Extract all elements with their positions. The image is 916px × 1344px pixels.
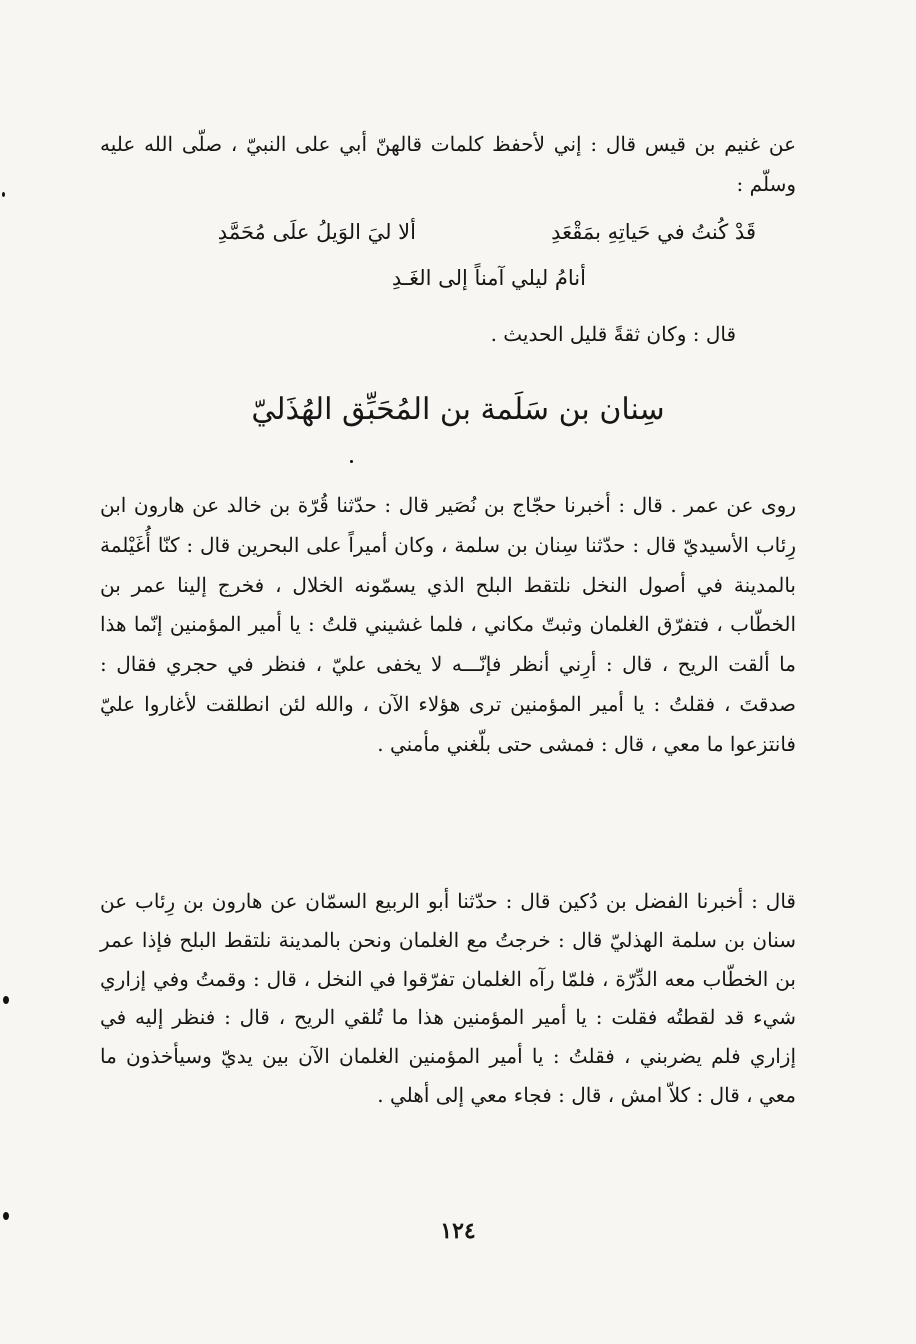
verse-line-2: أنامُ ليلي آمناً إلى الغَـدِ xyxy=(391,266,586,290)
scan-speck xyxy=(3,1212,9,1220)
page-number: ١٢٤ xyxy=(440,1218,476,1244)
narrator-note: قال : وكان ثقةً قليل الحديث . xyxy=(490,322,736,346)
verse-line-1-second-hemistich: قَدْ كُنتُ في حَياتِهِ بمَقْعَدِ xyxy=(551,220,756,244)
scan-speck xyxy=(2,192,5,197)
scan-speck xyxy=(350,460,353,463)
intro-paragraph: عن غنيم بن قيس قال : إني لأحفظ كلمات قالهنّ أبي على النبيّ ، صلّى الله عليه وسلّم : xyxy=(100,132,796,196)
section-heading: سِنان بن سَلَمة بن المُحَبِّق الهُذَليّ xyxy=(251,392,665,427)
scan-speck xyxy=(3,996,9,1004)
verse-line-1-first-hemistich: ألا ليَ الوَيلُ علَى مُحَمَّدِ xyxy=(217,220,416,244)
body-paragraph-1: روى عن عمر . قال : أخبرنا حجّاج بن نُصَير قال : حدّثنا قُرّة بن خالد عن هارون ابن رِئاب الأسيديّ قال : حدّثنا سِنان بن سلمة ، وكان أميراً على البحرين قال : كنّا أُغَيْلمة بالمدينة في أصول النخل نلتقط البلح الذي يسمّونه الخلال ، فخرج إلينا عمر بن الخطّاب ، فتفرّق الغلمان وثبتّ مكاني ، فلما غشيني قلتُ : يا أمير المؤمنين إنّما هذا ما ألقت الريح ، قال : أرِني أنظر فإنّـــه لا يخفى عليّ ، فنظر في حجري فقال : صدقتَ ، فقلتُ : يا أمير المؤمنين ترى هؤلاء الآن ، والله لئن انطلقت لأغاروا عليّ فانتزعوا ما معي ، قال : فمشى حتى بلّغني مأمني . xyxy=(100,493,796,756)
body-paragraph-2: قال : أخبرنا الفضل بن دُكين قال : حدّثنا أبو الربيع السمّان عن هارون بن رِئاب عن سنان بن سلمة الهذليّ قال : خرجتُ مع الغلمان ونحن بالمدينة نلتقط البلح فإذا عمر بن الخطّاب معه الدِّرّة ، فلمّا رآه الغلمان تفرّقوا في النخل ، قال : وقمتُ وفي إزاري شيء قد لقطتُه فقلت : يا أمير المؤمنين هذا ما تُلقي الريح ، قال : فنظر إليه في إزاري فلم يضربني ، فقلتُ : يا أمير المؤمنين الغلمان الآن بين يديّ وسيأخذون ما معي ، قال : كلاّ امش ، قال : فجاء معي إلى أهلي . xyxy=(100,889,796,1107)
